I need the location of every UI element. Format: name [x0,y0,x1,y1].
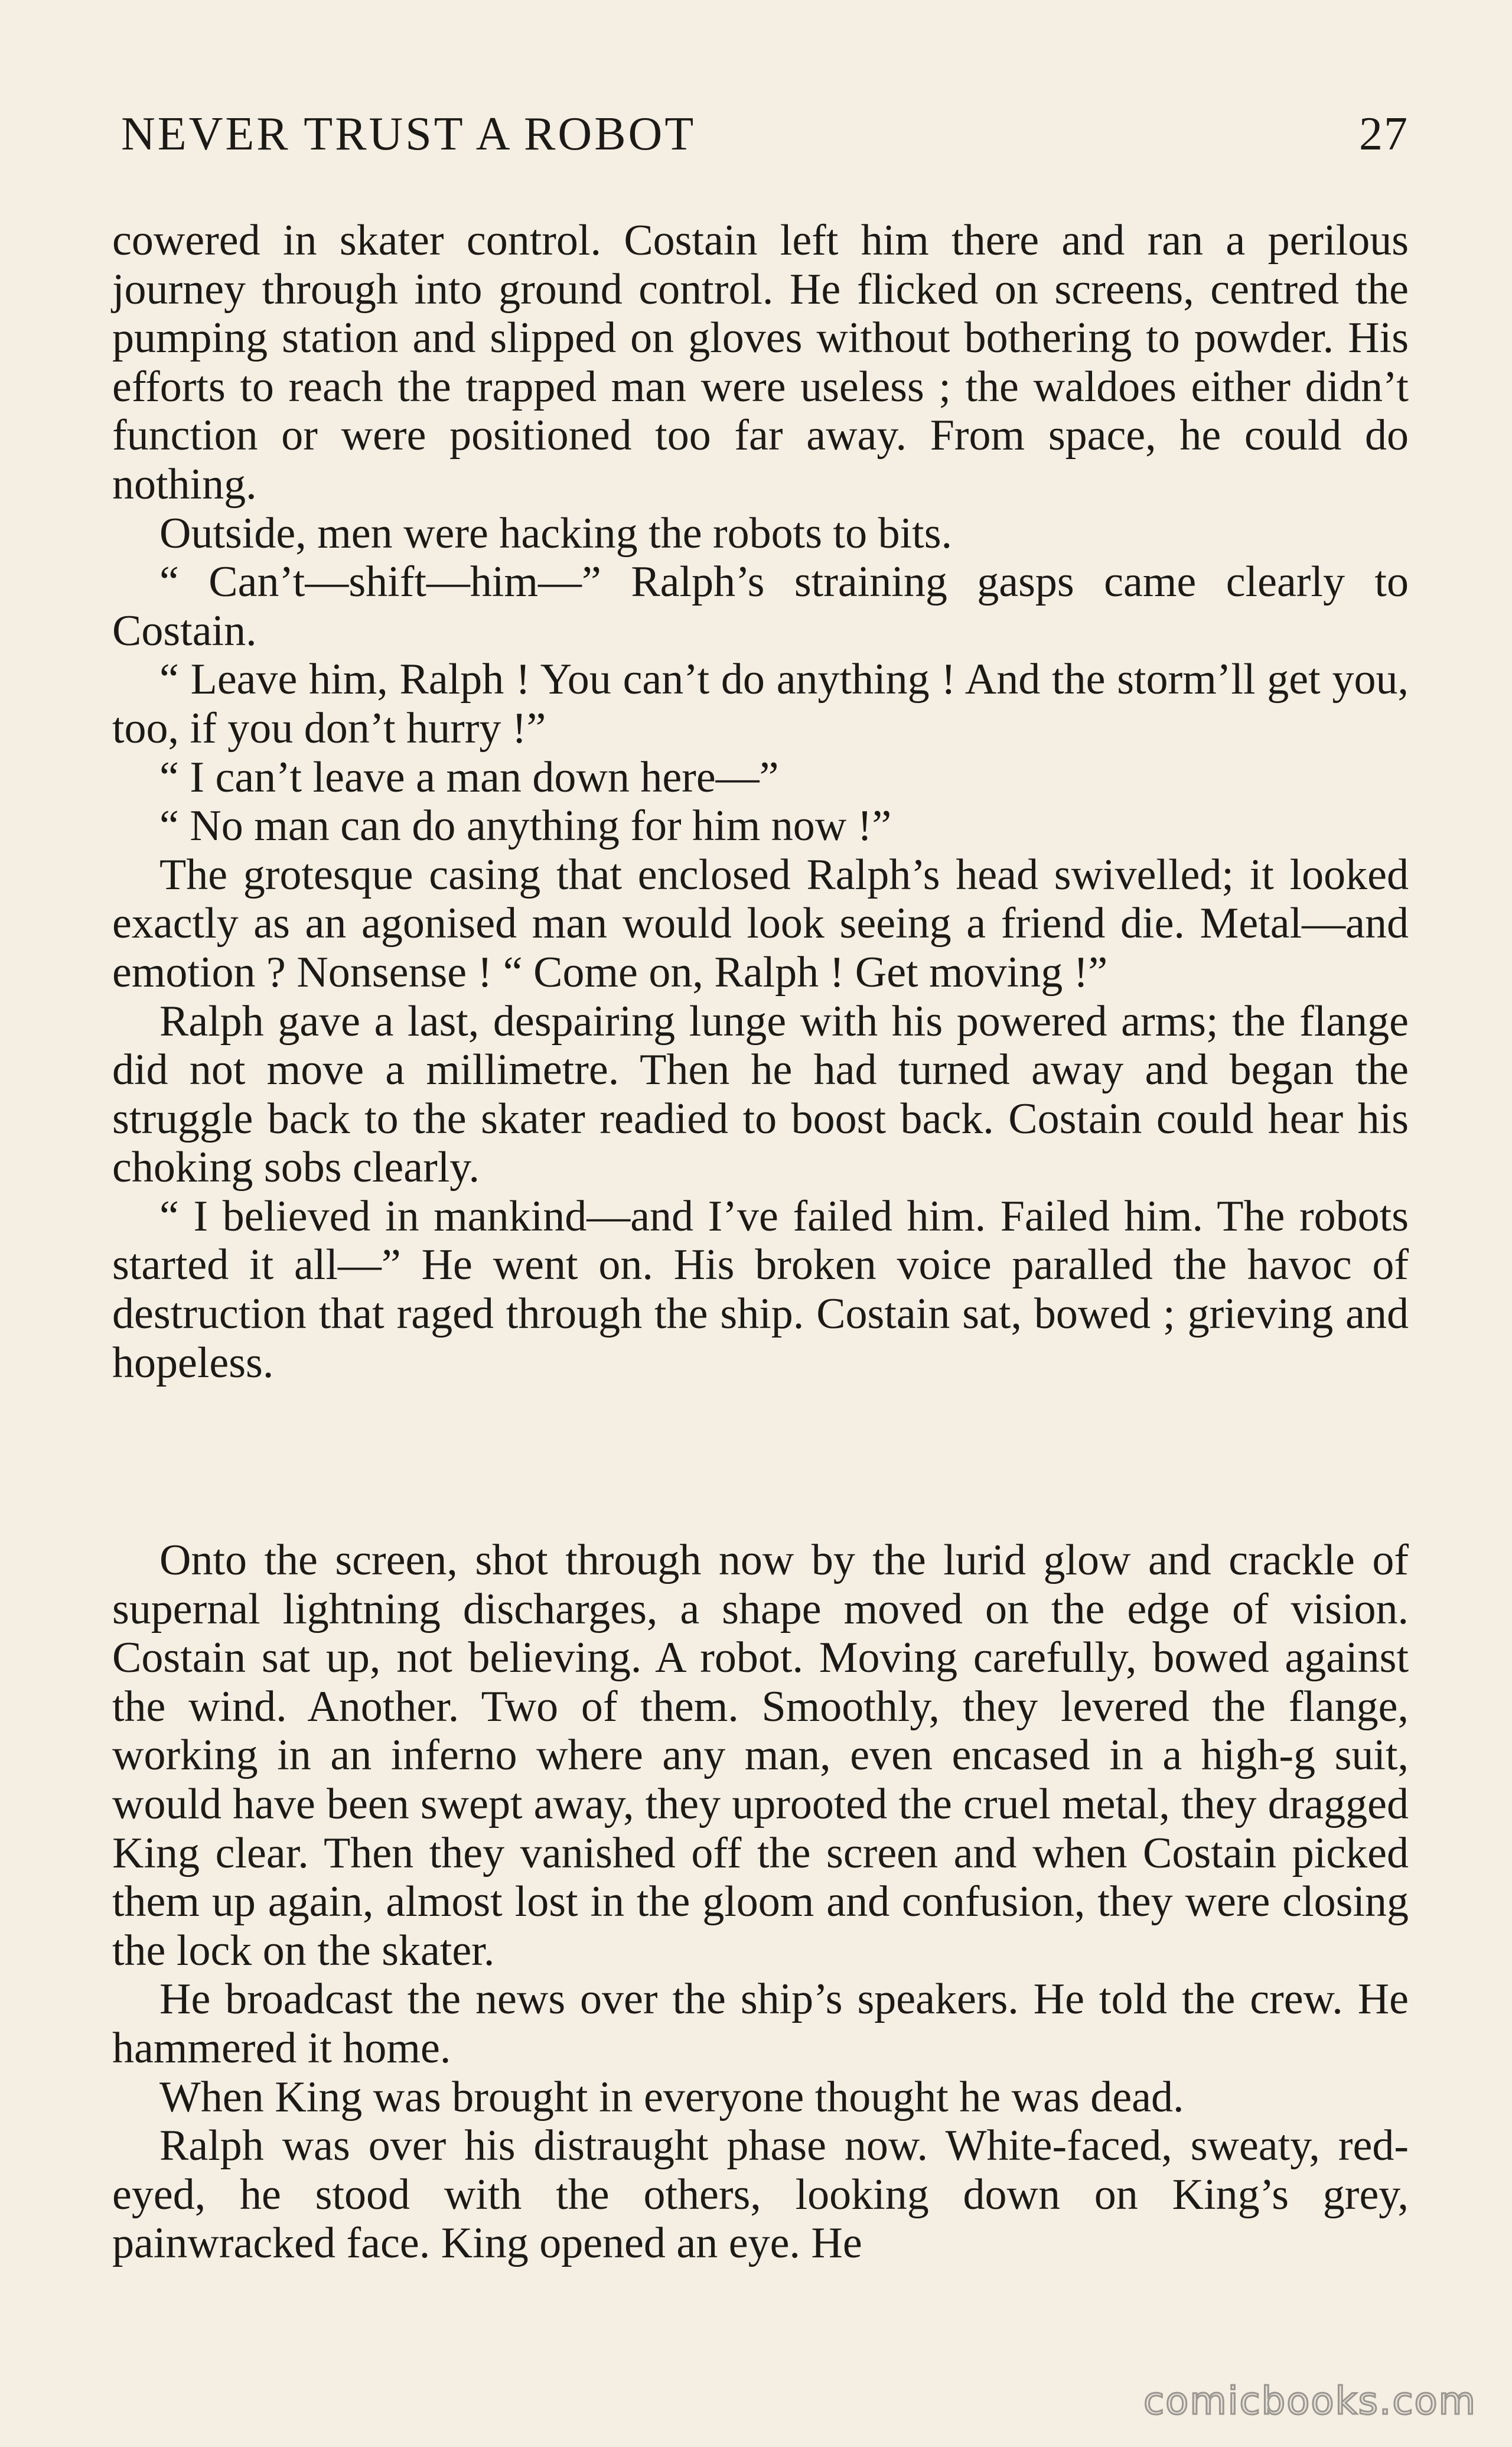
page-number: 27 [1359,108,1409,160]
paragraph: “ Leave him, Ralph ! You can’t do anything ! And the storm’ll get you, too, if you don’t hurry !” [112,655,1409,753]
paragraph: When King was brought in everyone thought he was dead. [159,2072,1184,2121]
running-title: NEVER TRUST A ROBOT [121,108,696,160]
paragraph: “ I can’t leave a man down here—” [159,753,779,802]
paragraph: Outside, men were hacking the robots to bits. [159,509,953,558]
paragraph: Ralph was over his distraught phase now. White-faced, sweaty, red-eyed, he stood with the others, looking down on King’s grey, painwracked face. King opened an eye. He [112,2121,1409,2268]
paragraph: “ Can’t—shift—him—” Ralph’s straining gasps came clearly to Costain. [112,558,1409,655]
text-section-2 [112,1536,1409,2268]
paragraph: The grotesque casing that enclosed Ralph’s head swivelled; it looked exactly as an agonised man would look seeing a friend die. Metal—and emotion ? Nonsense ! “ Come on, Ralph ! Get moving !” [112,850,1409,997]
paragraph: cowered in skater control. Costain left him there and ran a perilous journey through into ground control. He flicked on screens, centred the pumping station and slipped on gloves without bothering to powder. His efforts to reach the trapped man were useless ; the waldoes either didn’t function or were positioned too far away. From space, he could do nothing. [112,216,1409,509]
paragraph: “ I believed in mankind—and I’ve failed him. Failed him. The robots started it all—” He went on. His broken voice paralled the havoc of destruction that raged through the ship. Costain sat, bowed ; grieving and hopeless. [112,1192,1409,1387]
page-header [121,108,1409,173]
text-section-1 [112,216,1409,1387]
paragraph: “ No man can do anything for him now !” [159,802,892,851]
paragraph: Onto the screen, shot through now by the lurid glow and crackle of supernal lightning discharges, a shape moved on the edge of vision. Costain sat up, not believing. A robot. Moving carefully, bowed against the wind. Another. Two of them. Smoothly, they levered the flange, working in an inferno where any man, even encased in a high-g suit, would have been swept away, they uprooted the cruel metal, they dragged King clear. Then they vanished off the screen and when Costain picked them up again, almost lost in the gloom and confusion, they were closing the lock on the skater. [112,1536,1409,1975]
paragraph: He broadcast the news over the ship’s speakers. He told the crew. He hammered it home. [112,1975,1409,2072]
watermark: comicbooks.com [1143,2380,1477,2423]
paragraph: Ralph gave a last, despairing lunge with his powered arms; the flange did not move a millimetre. Then he had turned away and began the struggle back to the skater readied to boost back. Costain could hear his choking sobs clearly. [112,997,1409,1192]
